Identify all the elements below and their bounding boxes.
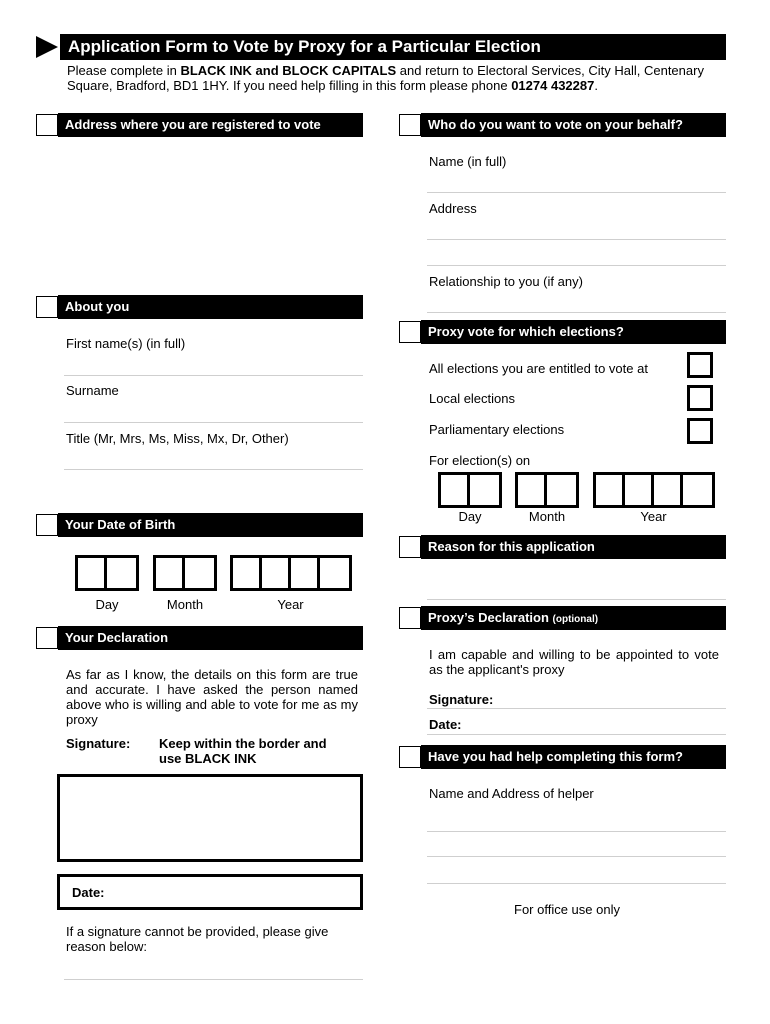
section-title: Your Date of Birth [58, 513, 363, 537]
first-name-label: First name(s) (in full) [66, 336, 186, 351]
section-title: Proxy vote for which elections? [421, 320, 726, 344]
reason-section-header [399, 535, 726, 559]
election-day-label: Day [458, 509, 482, 524]
digit-box[interactable] [262, 558, 291, 588]
proxy-signature-label: Signature: [429, 692, 494, 707]
proxy-declaration-section-header [399, 606, 726, 630]
section-box[interactable] [399, 114, 421, 136]
title-arrow-icon [36, 36, 58, 58]
who-section-header [399, 113, 726, 137]
signature-box[interactable] [57, 774, 363, 862]
title-field[interactable] [64, 469, 363, 470]
parliamentary-elections-label: Parliamentary elections [429, 422, 565, 437]
proxy-declaration-text: I am capable and willing to be appointed to vote as the applicant's proxy [429, 647, 719, 677]
election-year-label: Year [640, 509, 667, 524]
digit-box[interactable] [291, 558, 320, 588]
relationship-label: Relationship to you (if any) [429, 274, 583, 289]
digit-box[interactable] [107, 558, 136, 588]
first-name-field[interactable] [64, 375, 363, 376]
date-box[interactable] [57, 874, 363, 910]
digit-box[interactable] [470, 475, 499, 505]
proxy-signature-field[interactable] [427, 708, 726, 709]
declaration-section-header [36, 626, 363, 650]
dob-year-boxes[interactable] [230, 555, 352, 591]
optional-note: (optional) [552, 614, 599, 625]
digit-box[interactable] [156, 558, 185, 588]
for-elections-on-label: For election(s) on [429, 453, 531, 468]
helper-field-1[interactable] [427, 831, 726, 832]
digit-box[interactable] [441, 475, 470, 505]
title-label: Title (Mr, Mrs, Ms, Miss, Mx, Dr, Other) [66, 431, 289, 446]
intro-part: Please complete in [67, 63, 181, 78]
digit-box[interactable] [625, 475, 654, 505]
digit-box[interactable] [320, 558, 349, 588]
dob-year-label: Year [277, 597, 304, 612]
signature-label: Signature: [66, 736, 131, 751]
local-elections-label: Local elections [429, 391, 515, 406]
signature-note: Keep within the border and use BLACK INK [159, 736, 327, 766]
proxy-address-field-2[interactable] [427, 265, 726, 266]
election-month-boxes[interactable] [515, 472, 579, 508]
intro-phone: 01274 432287 [511, 78, 595, 93]
section-box[interactable] [36, 514, 58, 536]
no-signature-reason-field[interactable] [64, 979, 363, 980]
section-title: Who do you want to vote on your behalf? [421, 113, 726, 137]
election-year-boxes[interactable] [593, 472, 715, 508]
section-box[interactable] [36, 627, 58, 649]
intro-part: . [594, 78, 598, 93]
proxy-date-field[interactable] [427, 734, 726, 735]
dob-section-header [36, 513, 363, 537]
section-box[interactable] [399, 536, 421, 558]
address-section-header [36, 113, 363, 137]
office-use-label: For office use only [514, 902, 620, 917]
helper-field-3[interactable] [427, 883, 726, 884]
intro-part: and return to Electoral Services, City Hall, Centenary Square, Bradford, BD1 1HY. If you need help filling in this form please phone [67, 63, 704, 93]
section-box[interactable] [36, 114, 58, 136]
relationship-field[interactable] [427, 312, 726, 313]
dob-day-boxes[interactable] [75, 555, 139, 591]
proxy-date-label: Date: [429, 717, 462, 732]
elections-section-header [399, 320, 726, 344]
proxy-name-label: Name (in full) [429, 154, 507, 169]
intro-emphasis: BLACK INK and BLOCK CAPITALS [180, 63, 397, 78]
section-title: Reason for this application [421, 535, 726, 559]
all-elections-label: All elections you are entitled to vote at [429, 361, 648, 376]
section-box[interactable] [399, 321, 421, 343]
section-box[interactable] [399, 746, 421, 768]
all-elections-checkbox[interactable] [687, 352, 713, 378]
reason-field[interactable] [427, 599, 726, 600]
proxy-address-field-1[interactable] [427, 239, 726, 240]
intro-text [67, 63, 717, 93]
section-title-text: Proxy’s Declaration [428, 610, 549, 625]
election-day-boxes[interactable] [438, 472, 502, 508]
about-section-header [36, 295, 363, 319]
digit-box[interactable] [596, 475, 625, 505]
form-title: Application Form to Vote by Proxy for a Particular Election [60, 34, 726, 60]
digit-box[interactable] [185, 558, 214, 588]
surname-label: Surname [66, 383, 119, 398]
digit-box[interactable] [547, 475, 576, 505]
no-signature-text: If a signature cannot be provided, please give reason below: [66, 924, 329, 954]
election-month-label: Month [528, 509, 566, 524]
digit-box[interactable] [78, 558, 107, 588]
proxy-address-label: Address [429, 201, 477, 216]
digit-box[interactable] [233, 558, 262, 588]
helper-label: Name and Address of helper [429, 786, 594, 801]
dob-day-label: Day [95, 597, 119, 612]
section-box[interactable] [399, 607, 421, 629]
section-title: Have you had help completing this form? [421, 745, 726, 769]
digit-box[interactable] [683, 475, 712, 505]
section-title: Address where you are registered to vote [58, 113, 363, 137]
parliamentary-elections-checkbox[interactable] [687, 418, 713, 444]
helper-field-2[interactable] [427, 856, 726, 857]
digit-box[interactable] [518, 475, 547, 505]
local-elections-checkbox[interactable] [687, 385, 713, 411]
help-section-header [399, 745, 726, 769]
digit-box[interactable] [654, 475, 683, 505]
section-title: About you [58, 295, 363, 319]
dob-month-boxes[interactable] [153, 555, 217, 591]
proxy-name-field[interactable] [427, 192, 726, 193]
declaration-text: As far as I know, the details on this form are true and accurate. I have asked the person named above who is willing and able to vote for me as my proxy [66, 667, 358, 727]
dob-month-label: Month [166, 597, 204, 612]
surname-field[interactable] [64, 422, 363, 423]
section-title [421, 606, 726, 630]
section-box[interactable] [36, 296, 58, 318]
section-title: Your Declaration [58, 626, 363, 650]
date-label: Date: [72, 885, 105, 900]
